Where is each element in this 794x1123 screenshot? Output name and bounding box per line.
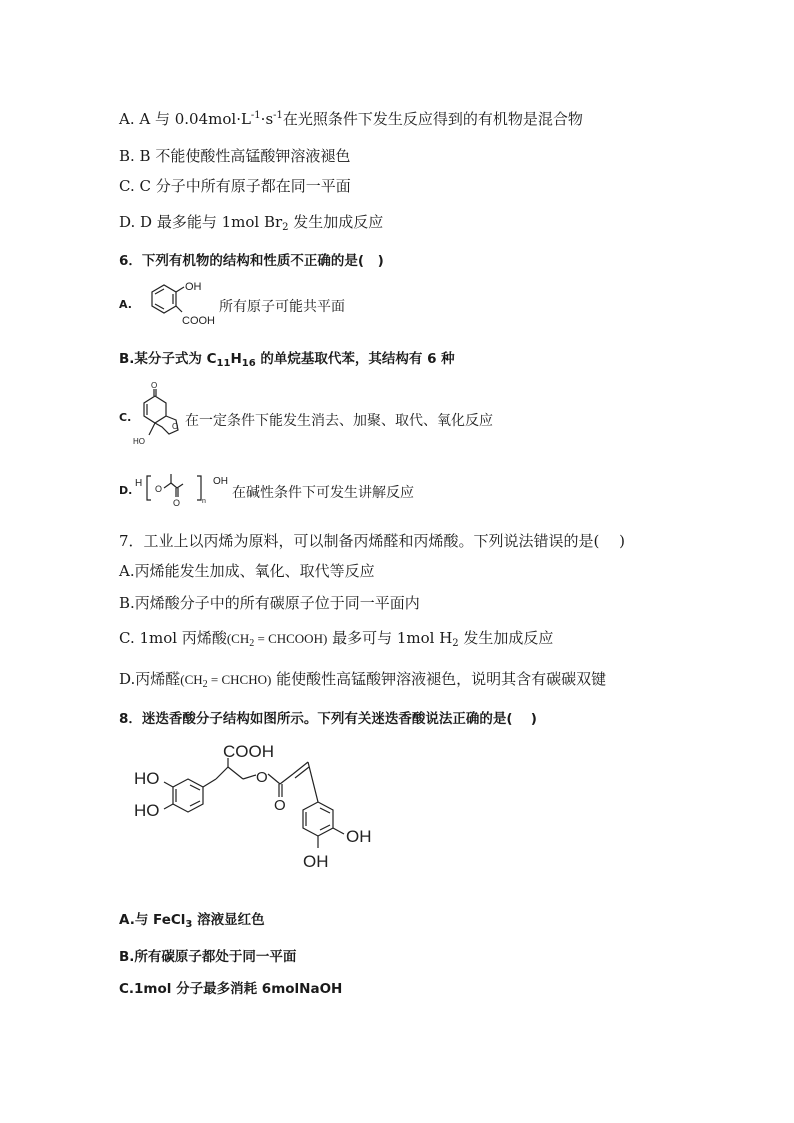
q5-option-d: D. D 最多能与 1mol $Br_2$ 发生加成反应 <box>119 213 384 233</box>
hydroxyl-label: OH <box>185 281 202 293</box>
q8-option-a: A.与 FeCl$_3$ 溶液显红色 <box>119 912 265 930</box>
ring-o-label: O <box>172 422 179 431</box>
q7-option-c: C. 1mol 丙烯酸($CH_2$ = CHCOOH) 最多可与 1mol $H_2$ 发生加成反应 <box>119 629 554 649</box>
q6-option-d-text: 在碱性条件下可发生讲解反应 <box>232 485 414 501</box>
q7-option-d: D.丙烯醛($CH_2$ = CHCHO) 能使酸性高锰酸钾溶液褪色，说明其含有碳碳双键 <box>119 670 607 690</box>
salicylic-acid-structure <box>138 280 218 332</box>
q6-option-d-label: D. <box>119 484 133 497</box>
q7-option-b: B.丙烯酸分子中的所有碳原子位于同一平面内 <box>119 594 420 612</box>
oh-right-label: OH <box>346 827 372 846</box>
hydroxyl-label: HO <box>133 437 145 446</box>
q7-option-a: A.丙烯能发生加成、氧化、取代等反应 <box>119 562 375 580</box>
q6-option-c-text: 在一定条件下能发生消去、加聚、取代、氧化反应 <box>185 413 493 429</box>
repeat-n-label: n <box>202 498 206 505</box>
q5-option-a: A. A 与 $0.04mol\cdot L^{-1}\cdot s^{-1}$在光照条件下发生反应得到的有机物是混合物 <box>119 110 583 128</box>
rosmarinic-acid-structure <box>128 742 398 892</box>
q6-option-b: B.某分子式为 $C_{11}H_{16}$ 的单烷基取代苯，其结构有 6 种 <box>119 351 455 369</box>
q7-stem: 7．工业上以丙烯为原料，可以制备丙烯醛和丙烯酸。下列说法错误的是( ) <box>119 532 626 550</box>
carbonyl-o-label: O <box>173 498 181 508</box>
q6-option-a-label: A. <box>119 298 132 311</box>
q6-stem: 6．下列有机物的结构和性质不正确的是( ) <box>119 253 384 269</box>
q6-option-a-text: 所有原子可能共平面 <box>219 299 345 315</box>
ester-o-label: O <box>256 769 268 786</box>
carbonyl-o-label: O <box>274 797 286 814</box>
bicyclic-ketone-structure <box>132 382 187 452</box>
cooh-label: COOH <box>223 742 274 761</box>
oh-bottom-label: OH <box>303 852 329 871</box>
q8-option-b: B.所有碳原子都处于同一平面 <box>119 949 297 965</box>
polylactic-acid-structure <box>135 470 235 518</box>
ketone-o-label: O <box>151 381 158 390</box>
q5-option-b: B. B 不能使酸性高锰酸钾溶液褪色 <box>119 147 351 165</box>
h-end-label: H <box>135 478 143 489</box>
ho-top-left-label: HO <box>134 769 160 788</box>
ether-o-label: O <box>155 484 163 494</box>
q8-stem: 8．迷迭香酸分子结构如图所示。下列有关迷迭香酸说法正确的是( ) <box>119 711 537 727</box>
q8-option-c: C.1mol 分子最多消耗 6molNaOH <box>119 981 343 997</box>
carboxyl-label: COOH <box>182 315 215 327</box>
q6-option-c-label: C. <box>119 411 132 424</box>
q5-option-c: C. C 分子中所有原子都在同一平面 <box>119 177 351 195</box>
ho-bottom-left-label: HO <box>134 801 160 820</box>
oh-end-label: OH <box>213 476 228 487</box>
